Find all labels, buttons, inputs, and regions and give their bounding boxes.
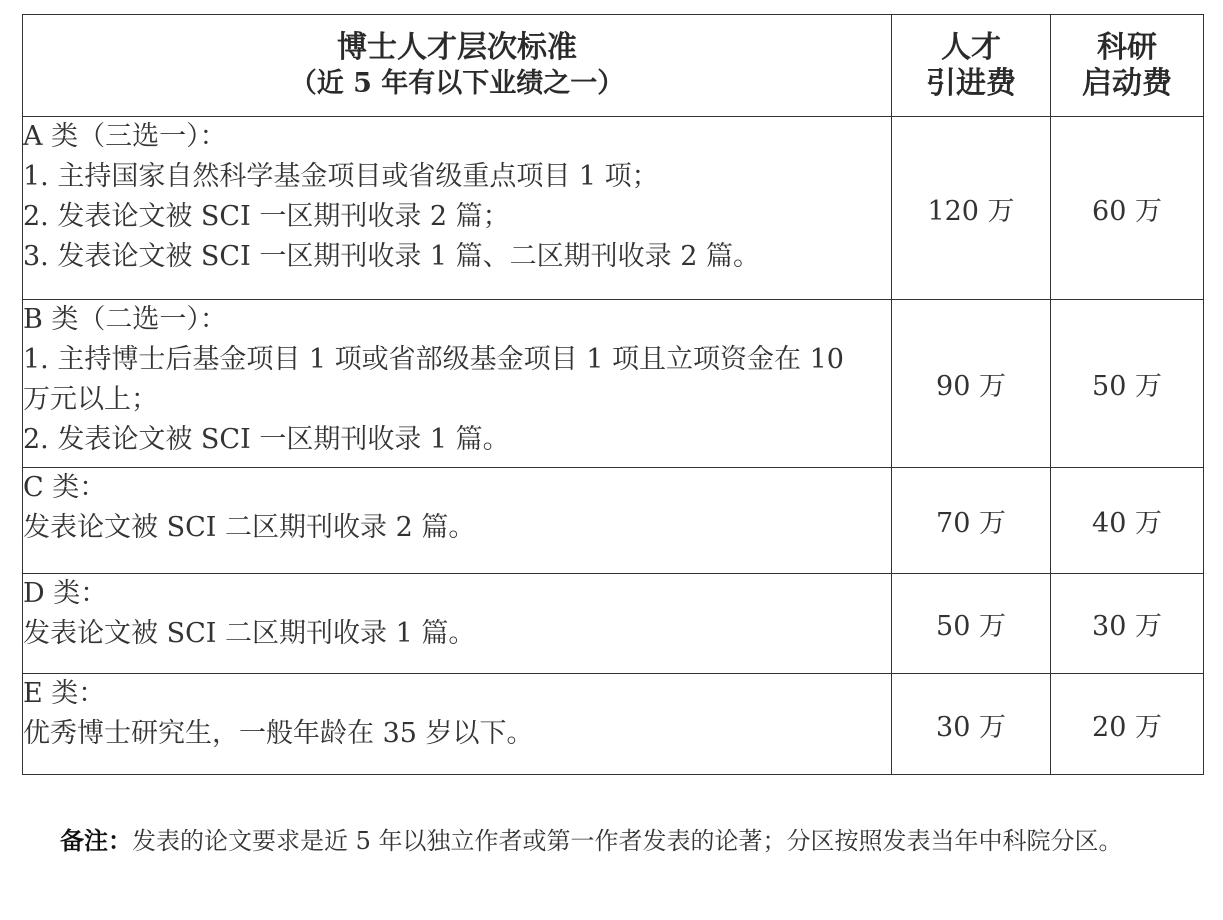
category-label-c: C 类： — [23, 472, 107, 503]
research-fee-c: 40 万 — [1051, 468, 1204, 574]
header-intro-fee-line1: 人才 — [941, 29, 1001, 65]
category-label-a: A 类（三选一）： — [23, 121, 227, 152]
intro-fee-c: 70 万 — [892, 468, 1051, 574]
criteria-cell-e — [23, 674, 892, 775]
table-row-d — [23, 574, 1204, 674]
intro-fee-b: 90 万 — [892, 300, 1051, 468]
footnote-label: 备注： — [60, 826, 132, 855]
table-row-b — [23, 300, 1204, 468]
criteria-cell-a — [23, 117, 892, 300]
category-label-b: B 类（二选一）： — [23, 304, 227, 335]
header-intro-fee-line2: 引进费 — [926, 65, 1016, 101]
research-fee-a: 60 万 — [1051, 117, 1204, 300]
header-research-fee-cell — [1051, 15, 1204, 117]
table-row-c — [23, 468, 1204, 574]
header-research-fee-line1: 科研 — [1097, 29, 1157, 65]
header-intro-fee-cell — [892, 15, 1051, 117]
intro-fee-a: 120 万 — [892, 117, 1051, 300]
criteria-item: 2. 发表论文被 SCI 一区期刊收录 1 篇。 — [23, 424, 510, 455]
header-subtitle: （近 5 年有以下业绩之一） — [289, 67, 625, 99]
criteria-cell-d — [23, 574, 892, 674]
header-criteria-cell — [23, 15, 892, 117]
criteria-item: 1. 主持国家自然科学基金项目或省级重点项目 1 项； — [23, 161, 659, 192]
intro-fee-d: 50 万 — [892, 574, 1051, 674]
research-fee-e: 20 万 — [1051, 674, 1204, 775]
criteria-cell-c — [23, 468, 892, 574]
criteria-item: 2. 发表论文被 SCI 一区期刊收录 2 篇； — [23, 201, 510, 232]
intro-fee-e: 30 万 — [892, 674, 1051, 775]
footnote-text: 发表的论文要求是近 5 年以独立作者或第一作者发表的论著；分区按照发表当年中科院分区。 — [132, 827, 1123, 855]
research-fee-b: 50 万 — [1051, 300, 1204, 468]
footnote — [60, 820, 1190, 862]
criteria-item: 3. 发表论文被 SCI 一区期刊收录 1 篇、二区期刊收录 2 篇。 — [23, 241, 761, 272]
criteria-item: 发表论文被 SCI 二区期刊收录 1 篇。 — [23, 618, 476, 649]
research-fee-d: 30 万 — [1051, 574, 1204, 674]
table-header-row — [23, 15, 1204, 117]
criteria-item: 优秀博士研究生，一般年龄在 35 岁以下。 — [23, 718, 534, 749]
header-title: 博士人才层次标准 — [337, 29, 577, 65]
table-row-e — [23, 674, 1204, 775]
category-label-d: D 类： — [23, 578, 108, 609]
header-research-fee-line2: 启动费 — [1082, 65, 1172, 101]
criteria-cell-b — [23, 300, 892, 468]
table-row-a — [23, 117, 1204, 300]
criteria-item: 发表论文被 SCI 二区期刊收录 2 篇。 — [23, 512, 476, 543]
category-label-e: E 类： — [23, 678, 106, 709]
criteria-item: 1. 主持博士后基金项目 1 项或省部级基金项目 1 项且立项资金在 10 万元以上； — [23, 344, 844, 415]
talent-standards-table — [22, 14, 1204, 775]
